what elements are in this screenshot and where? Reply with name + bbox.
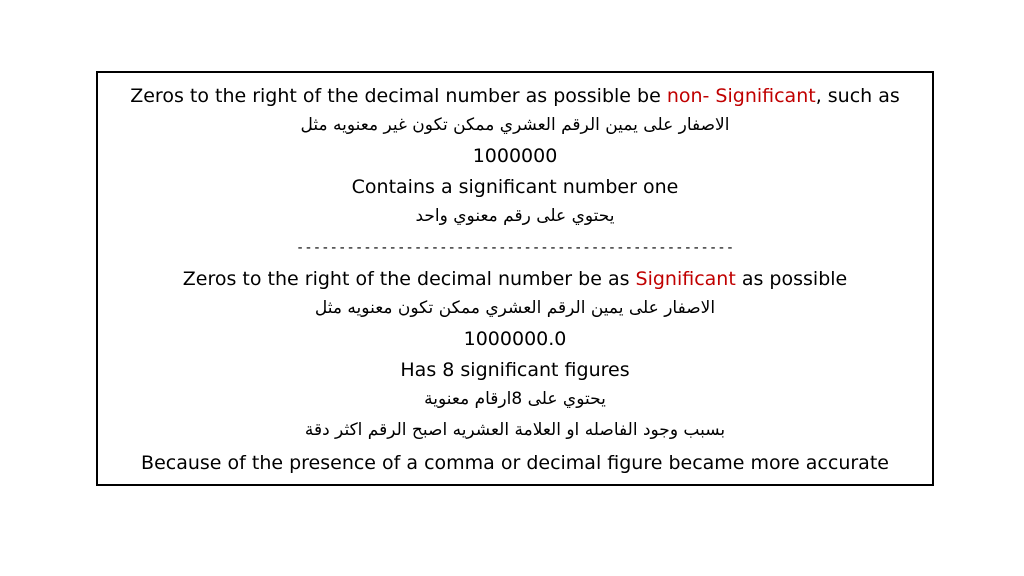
arabic-nonsignificant-statement: الاصفار على يمين الرقم العشري ممكن تكون غير معنويه مثل <box>300 115 730 135</box>
separator-line: ---------------------------------------------------- <box>295 240 735 256</box>
example-number-2: 1000000.0 <box>463 328 567 350</box>
significant-statement <box>98 270 932 289</box>
contains-statement: Contains a significant number one <box>351 176 679 198</box>
statement-text-end: , such as <box>815 85 900 107</box>
significant-highlight: Significant <box>635 268 736 290</box>
arabic-because-statement: بسبب وجود الفاصله او العلامة العشريه اصبح الرقم اكثر دقة <box>304 420 726 440</box>
slide-text-box <box>96 71 934 486</box>
statement-text-end: as possible <box>735 268 848 290</box>
example-number-1: 1000000 <box>472 145 558 167</box>
because-statement: Because of the presence of a comma or decimal figure became more accurate <box>141 452 889 474</box>
arabic-has-figures-statement: يحتوي على 8ارقام معنوية <box>424 389 606 409</box>
non-significant-highlight: non- Significant <box>666 85 816 107</box>
arabic-contains-statement: يحتوي على رقم معنوي واحد <box>415 206 615 226</box>
arabic-significant-statement: الاصفار على يمين الرقم العشري ممكن تكون معنويه مثل <box>314 298 716 318</box>
statement-text: Zeros to the right of the decimal number as possible be <box>130 85 667 107</box>
statement-text: Zeros to the right of the decimal number be as <box>182 268 636 290</box>
has-figures-statement: Has 8 significant figures <box>400 359 630 381</box>
nonsignificant-statement <box>98 87 932 106</box>
